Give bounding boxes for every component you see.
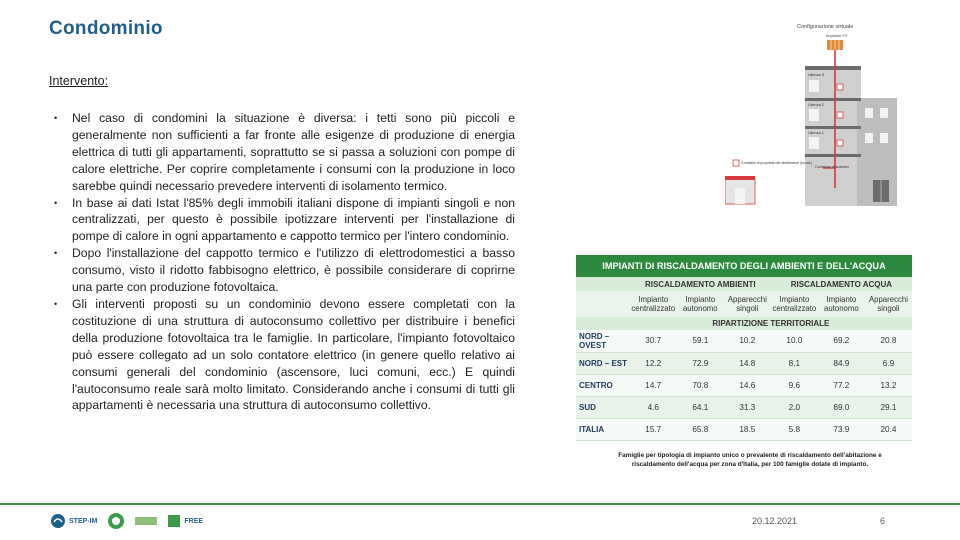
meter-icon	[837, 84, 843, 90]
table-cell: 10.0	[771, 330, 818, 352]
building-illustration	[725, 18, 915, 208]
step-im-icon	[50, 513, 66, 529]
floor-label: Utenza 1	[808, 130, 825, 135]
table-cell: 70.8	[677, 374, 724, 396]
column-header: Apparecchi singoli	[865, 291, 912, 317]
meter-icon	[837, 112, 843, 118]
column-header: Impianto autonomo	[677, 291, 724, 317]
floor-label: Utenza 3	[808, 72, 825, 77]
table-cell: 64.1	[677, 396, 724, 418]
step-im-logo	[50, 513, 97, 529]
meter-icon	[733, 160, 739, 166]
table-cell: 9.6	[771, 374, 818, 396]
table-cell: 69.2	[818, 330, 865, 352]
bullet-item: • Gli interventi proposti su un condominio devono essere completati con la costituzione di una struttura di autoconsumo collettivo per distribuire i benefici della produzione fotovoltaica tra le famiglie. In particolare, l'impianto fotovoltaico può essere collegato ad un solo contatore elettrico (in genere quello relativo ai consumi generali del condominio (ascensore, luci comuni, ecc.) E quindi l'autoconsumo reale sarà molto limitato. Considerando anche i consumi di tutti gli appartamenti è necessaria una struttura di autoconsumo collettivo.	[49, 296, 515, 414]
table-cell: 15.7	[630, 418, 677, 440]
table-cell: 12.2	[630, 352, 677, 374]
table-cell: 14.7	[630, 374, 677, 396]
table-cell: 8.1	[771, 352, 818, 374]
region-cell: CENTRO	[576, 374, 630, 396]
table-row	[576, 374, 912, 396]
heating-table	[576, 255, 912, 451]
table-cell: 84.9	[818, 352, 865, 374]
table-cell: 2.0	[771, 396, 818, 418]
region-cell: NORD – OVEST	[576, 330, 630, 352]
floor-label: Utenza 2	[808, 102, 825, 107]
table-cell: 29.1	[865, 396, 912, 418]
region-cell: ITALIA	[576, 418, 630, 440]
table-cell: 77.2	[818, 374, 865, 396]
pv-label: Impianto FV	[826, 33, 848, 38]
region-cell: NORD – EST	[576, 352, 630, 374]
group-left: RISCALDAMENTO AMBIENTI	[630, 277, 771, 291]
table-cell: 73.9	[818, 418, 865, 440]
logo-text: FREE	[184, 517, 204, 525]
table-cell: 72.9	[677, 352, 724, 374]
table-row	[576, 352, 912, 374]
meter-icon	[837, 140, 843, 146]
table-cell: 10.2	[724, 330, 771, 352]
table-cell: 20.8	[865, 330, 912, 352]
table-cell: 69.0	[818, 396, 865, 418]
table-cell: 20.4	[865, 418, 912, 440]
bullet-item: • Dopo l'installazione del cappotto termico e l'utilizzo di elettrodomestici a basso consumo, visto il ridotto fabbisogno elettrico, è possibile considerare di coprirne una parte con produzione fotovoltaica.	[49, 245, 515, 296]
table-footnote: Famiglie per tipologia di impianto unico o prevalente di riscaldamento dell'abitazione e riscaldamento dell'acqua per zona d'Italia, per 100 famiglie dotate di impianto.	[618, 452, 882, 468]
group-right: RISCALDAMENTO ACQUA	[771, 277, 912, 291]
column-header: Impianto centralizzato	[771, 291, 818, 317]
footer-logos	[50, 512, 203, 530]
table-cell: 6.9	[865, 352, 912, 374]
table-cell: 5.8	[771, 418, 818, 440]
footer-divider	[0, 503, 960, 505]
bullet-item: • In base ai dati Istat l'85% degli immobili italiani dispone di impianti singoli e non centralizzati, per questo è possibile ipotizzare interventi per l'installazione di pompe di calore in ogni appartamento e cappotto termico per l'intero condominio.	[49, 195, 515, 246]
free-logo	[167, 514, 203, 528]
column-header: Apparecchi singoli	[724, 291, 771, 317]
column-header: Impianto autonomo	[818, 291, 865, 317]
page-title: Condominio	[49, 18, 163, 39]
bullet-item: • Nel caso di condomini la situazione è diversa: i tetti sono più piccoli e generalmente non sufficienti a far fronte alle esigenze di produzione di energia elettrica di tutti gli appartamenti, soprattutto se si passa a soluzioni con pompe di calore elettriche. Per coprire completamente i consumi con la produzione in loco sarebbe quindi necessario prevedere interventi di isolamento termico.	[49, 110, 515, 195]
table-cell: 14.6	[724, 374, 771, 396]
building-caption: Configurazione virtuale	[797, 24, 854, 30]
logo-text: STEP-IM	[69, 517, 98, 525]
bullet-list	[49, 110, 515, 414]
table-cell: 65.8	[677, 418, 724, 440]
table-cell: 31.3	[724, 396, 771, 418]
table-cell: 13.2	[865, 374, 912, 396]
eu-logo-icon	[107, 512, 125, 530]
meter-label: Contatori di proprietà del distributore (locale)	[741, 161, 812, 165]
table-cell: 14.8	[724, 352, 771, 374]
partner-logo-icon	[135, 515, 157, 527]
table-row	[576, 418, 912, 440]
column-header: Impianto centralizzato	[630, 291, 677, 317]
table-cell: 18.5	[724, 418, 771, 440]
free-icon	[167, 514, 181, 528]
table-title: IMPIANTI DI RISCALDAMENTO DEGLI AMBIENTI E DELL'ACQUA	[576, 255, 912, 277]
footer-date: 20.12.2021	[752, 516, 798, 526]
page-number: 6	[880, 516, 886, 526]
region-cell: SUD	[576, 396, 630, 418]
table-row	[576, 396, 912, 418]
table-cell: 4.6	[630, 396, 677, 418]
table-cell: 30.7	[630, 330, 677, 352]
table-row	[576, 330, 912, 352]
table-cell: 59.1	[677, 330, 724, 352]
section-header: RIPARTIZIONE TERRITORIALE	[630, 317, 912, 330]
meter2-label: Contatore di scambio	[815, 165, 849, 169]
section-subtitle: Intervento:	[49, 74, 109, 88]
